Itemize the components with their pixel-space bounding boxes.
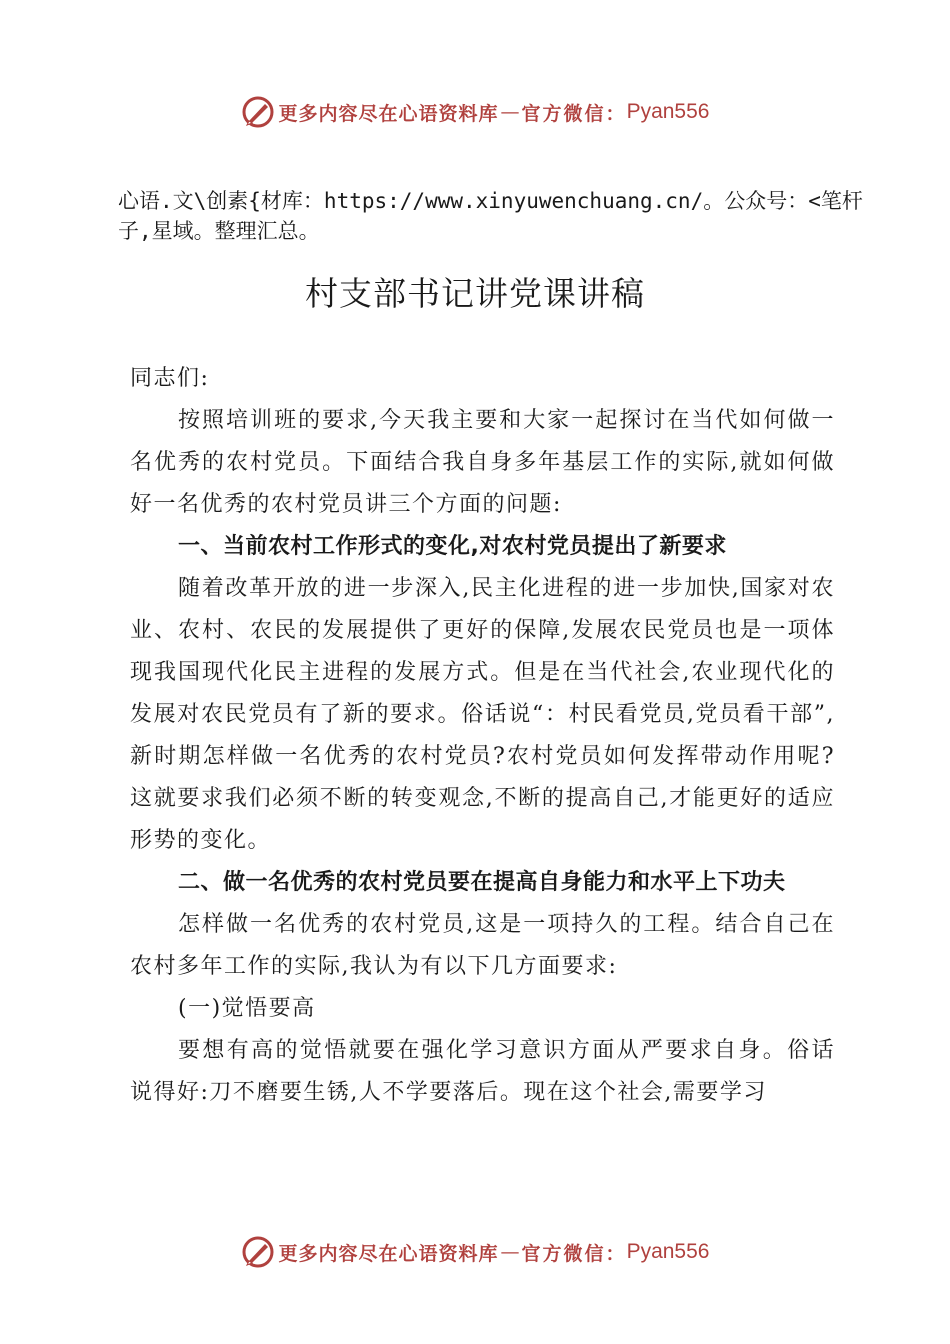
banner-separator: —	[500, 1241, 520, 1263]
paragraph-body-1: 随着改革开放的进一步深入,民主化进程的进一步加快,国家对农业、农村、农民的发展提供了更好的保障,发展农民党员也是一项体现我国现代化民主进程的发展方式。但是在当代社会,农业现代化的发展对农民党员有了新的要求。俗话说“：村民看党员,党员看干部”,新时期怎样做一名优秀的农村党员?农村党员如何发挥带动作用呢?这就要求我们必须不断的转变观念,不断的提高自己,才能更好的适应形势的变化。	[130, 576, 835, 853]
paragraph-body-2: 怎样做一名优秀的农村党员,这是一项持久的工程。结合自己在农村多年工作的实际,我认为有以下几方面要求:	[130, 912, 835, 979]
section-heading-2: 二、做一名优秀的农村党员要在提高自身能力和水平上下功夫	[178, 870, 786, 895]
banner-wechat-label: 官方微信：	[521, 1242, 627, 1265]
subsection-heading-1: (一)觉悟要高	[178, 996, 316, 1021]
salutation: 同志们:	[130, 366, 210, 391]
section-heading-1: 一、当前农村工作形式的变化,对农村党员提出了新要求	[178, 534, 727, 559]
banner-separator: —	[500, 101, 520, 123]
footer-banner	[0, 1232, 950, 1272]
paragraph-body-3: 要想有高的觉悟就要在强化学习意识方面从严要求自身。俗话说得好:刀不磨要生锈,人不学要落后。现在这个社会,需要学习	[130, 1038, 835, 1105]
banner-wechat-id: Pyan556	[626, 100, 710, 123]
banner-slogan: 更多内容尽在心语资料库	[278, 102, 499, 125]
source-note: 心语.文\创素{材库：https://www.xinyuwenchuang.cn/。公众号：<笔杆子,星域。整理汇总。	[118, 189, 863, 243]
banner-slogan: 更多内容尽在心语资料库	[278, 1242, 499, 1265]
document-body	[130, 358, 835, 1114]
banner-wechat-label: 官方微信：	[521, 102, 627, 125]
pen-logo-icon	[241, 1235, 275, 1269]
header-banner	[0, 92, 950, 132]
pen-logo-icon	[241, 95, 275, 129]
banner-wechat-id: Pyan556	[626, 1240, 710, 1263]
document-title: 村支部书记讲党课讲稿	[305, 274, 645, 313]
paragraph-intro: 按照培训班的要求,今天我主要和大家一起探讨在当代如何做一名优秀的农村党员。下面结合我自身多年基层工作的实际,就如何做好一名优秀的农村党员讲三个方面的问题:	[130, 408, 835, 517]
